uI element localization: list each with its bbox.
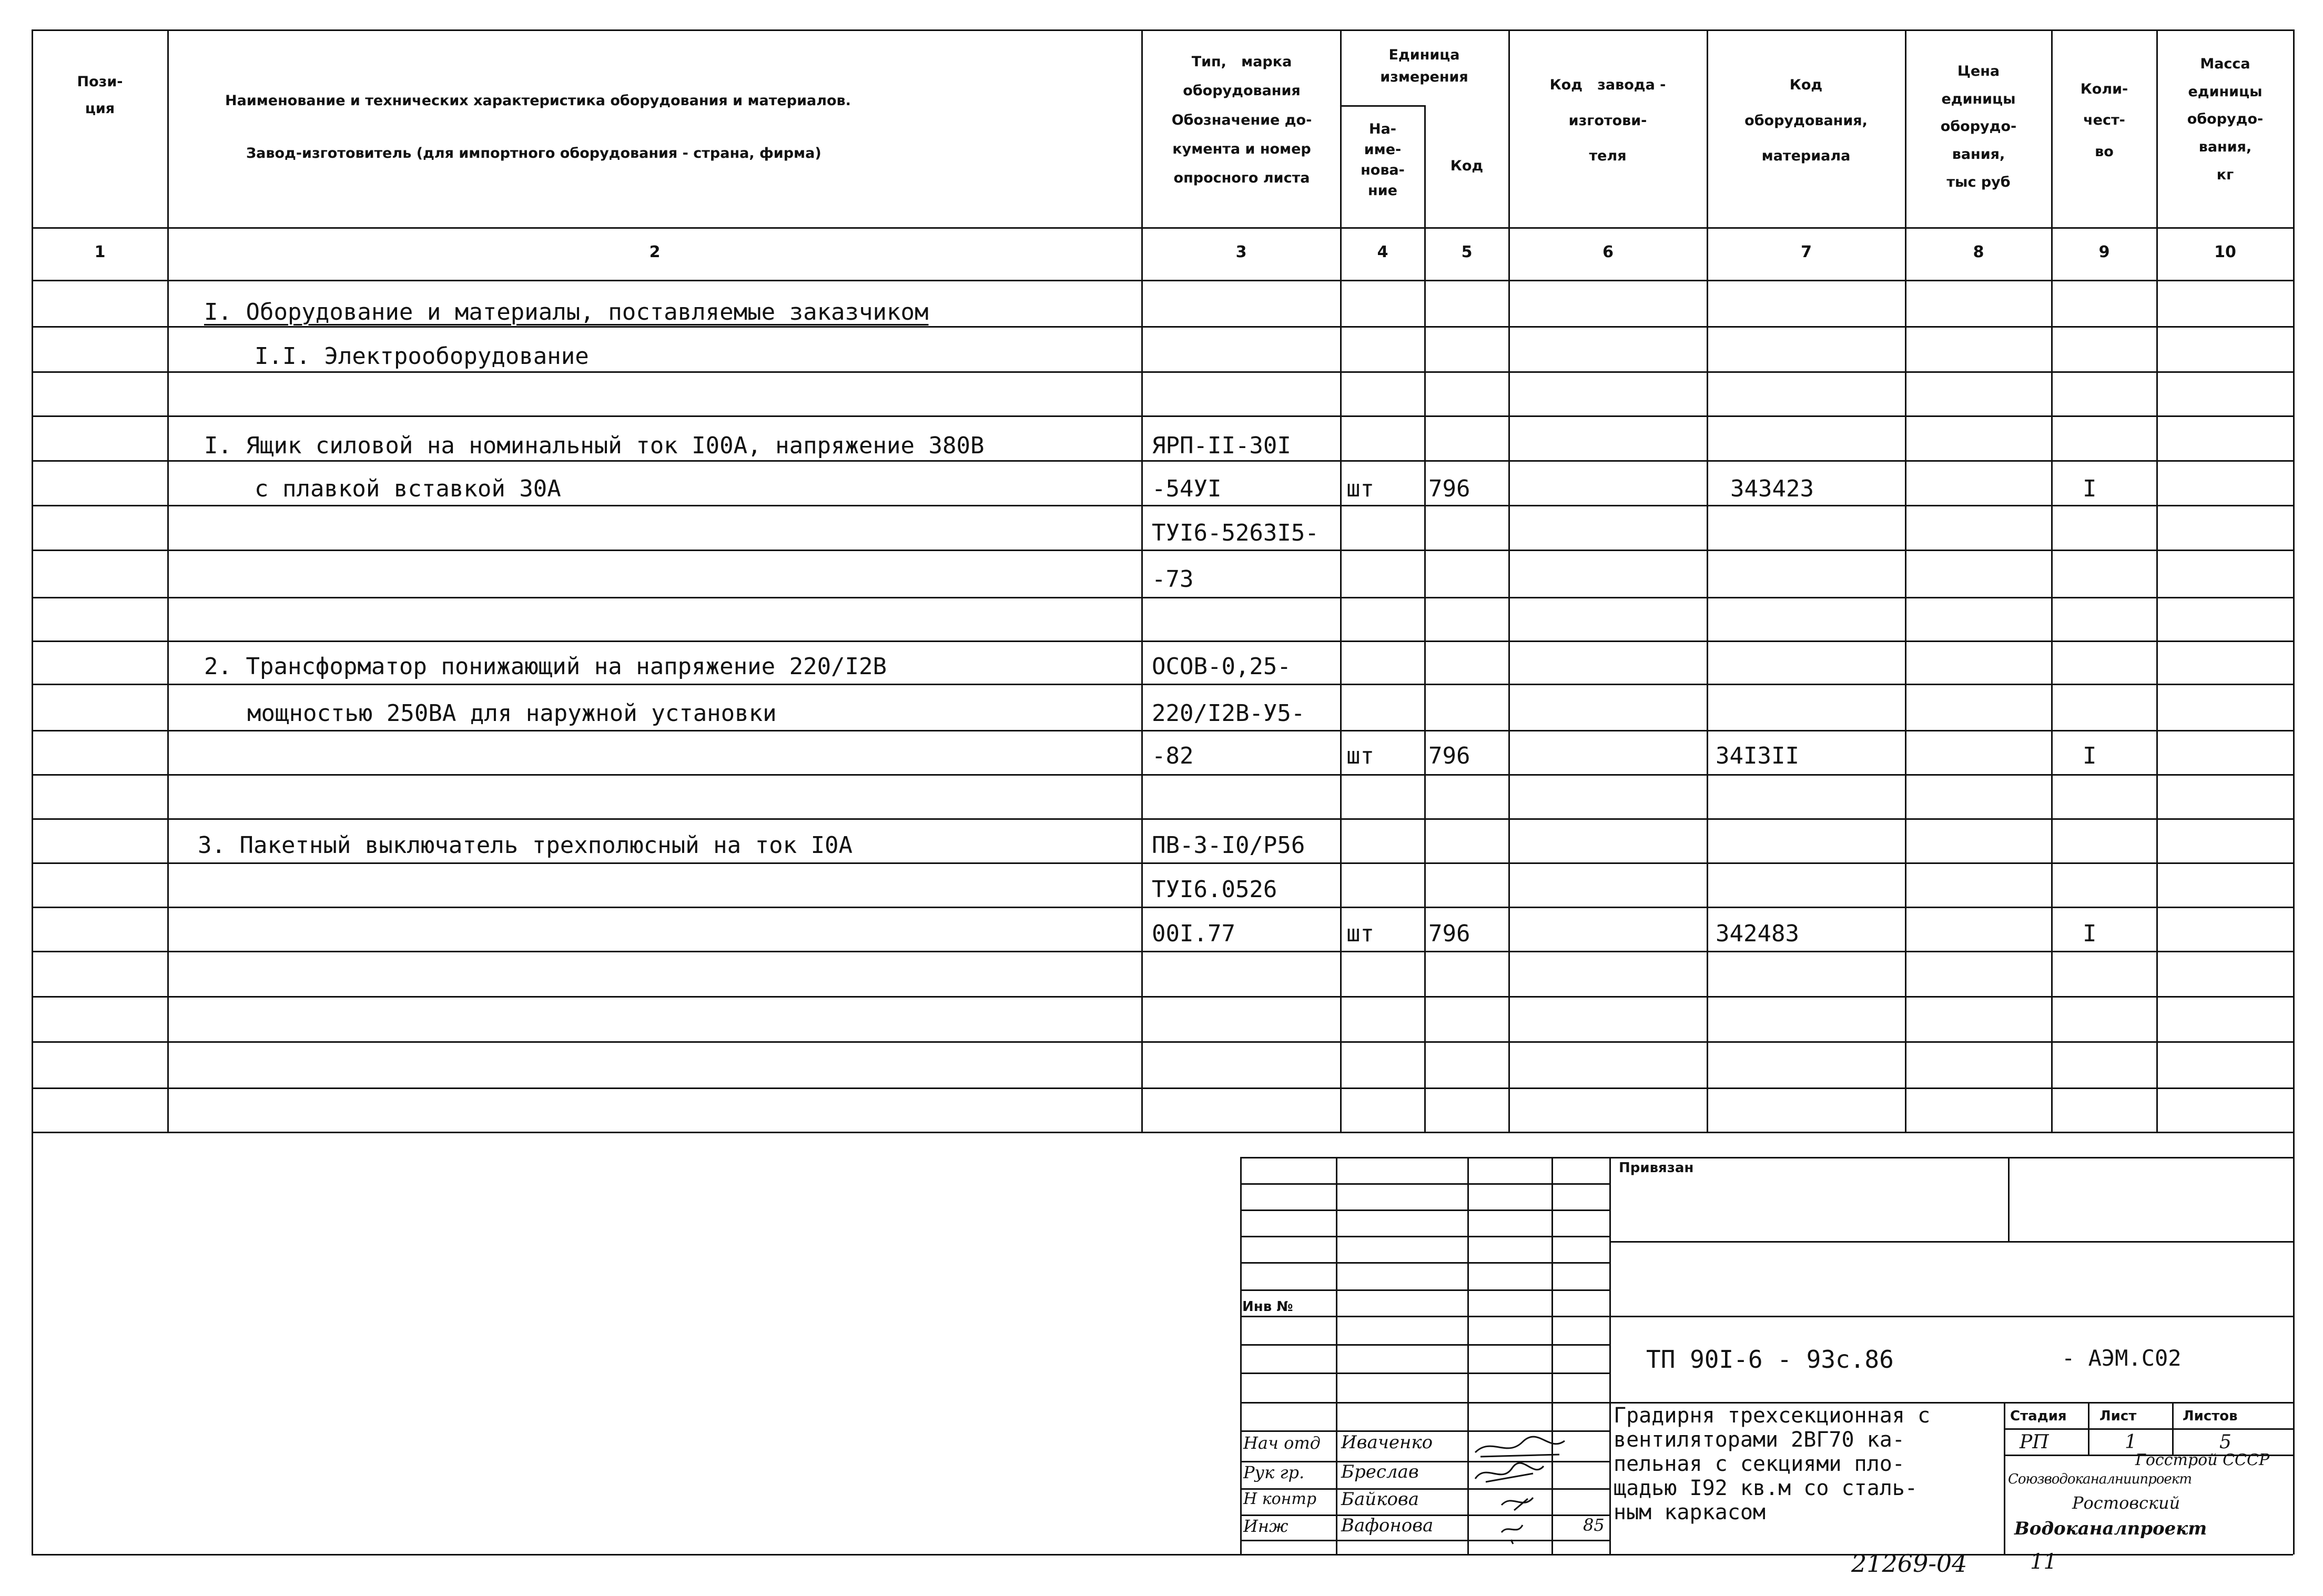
col-divider bbox=[1340, 29, 1342, 1132]
col-number: 3 bbox=[1235, 243, 1247, 261]
col-divider bbox=[1905, 29, 1906, 1132]
tb-line bbox=[2172, 1402, 2174, 1455]
inventory-number: 21269-04 bbox=[1851, 1549, 1967, 1578]
item1-name-line1: I. Ящик силовой на номинальный ток I00А, напряжение 380В bbox=[204, 432, 985, 459]
item3-type: ПВ-3-I0/Р56 bbox=[1152, 832, 1305, 859]
item3-name-line1: 3. Пакетный выключатель трехполюсный на ток I0А bbox=[198, 832, 853, 859]
sheets-value: 5 bbox=[2219, 1431, 2231, 1453]
stamp-col bbox=[1609, 1157, 1611, 1554]
item2-type: ОСОВ-0,25- bbox=[1152, 653, 1291, 680]
object-title-line: ным каркасом bbox=[1614, 1500, 1766, 1524]
stamp-row bbox=[1240, 1344, 1609, 1346]
item1-type: -73 bbox=[1152, 566, 1194, 593]
tb-line bbox=[1609, 1241, 2293, 1243]
signer-name: Байкова bbox=[1341, 1489, 1419, 1510]
row-line bbox=[32, 774, 2293, 776]
col-number: 2 bbox=[649, 243, 661, 261]
title-block-top bbox=[1240, 1157, 2293, 1158]
row-line bbox=[32, 907, 2293, 908]
item1-unit: шт bbox=[1346, 475, 1374, 502]
subsection-heading: I.I. Электрооборудование bbox=[255, 343, 589, 370]
signature-year: 85 bbox=[1583, 1515, 1605, 1535]
item3-code: 342483 bbox=[1716, 920, 1799, 947]
item2-type: -82 bbox=[1152, 743, 1194, 769]
item2-type: 220/I2В-У5- bbox=[1152, 700, 1305, 727]
object-title-line: вентиляторами 2ВГ70 ка- bbox=[1614, 1428, 1905, 1452]
signer-name: Вафонова bbox=[1341, 1515, 1434, 1536]
stamp-col bbox=[1467, 1157, 1469, 1554]
header-price: Цена единицы оборудо- вания, тыс руб bbox=[1940, 63, 2017, 190]
header-name: Наименование и технических характеристика оборудования и материалов. bbox=[225, 93, 851, 109]
frame-right-border bbox=[2293, 29, 2295, 1554]
organization-line: Водоканалпроект bbox=[2014, 1518, 2207, 1539]
col-divider bbox=[2156, 29, 2158, 1132]
stamp-row bbox=[1240, 1236, 1609, 1237]
signer-name: Иваченко bbox=[1341, 1432, 1433, 1453]
header-bottom-border bbox=[32, 227, 2293, 229]
tb-line bbox=[2088, 1402, 2089, 1455]
row-line bbox=[32, 597, 2293, 598]
row-line bbox=[32, 371, 2293, 373]
row-line bbox=[32, 862, 2293, 864]
signer-role: Рук гр. bbox=[1243, 1462, 1305, 1482]
stamp-col bbox=[1336, 1157, 1337, 1554]
sheets-label: Листов bbox=[2183, 1408, 2238, 1424]
header-quantity: Коли- чест- во bbox=[2080, 81, 2128, 160]
item3-qty: I bbox=[2083, 920, 2097, 947]
item2-code: 34I3II bbox=[1716, 743, 1799, 769]
organization-line: Ростовский bbox=[2072, 1493, 2180, 1513]
stamp-row bbox=[1240, 1209, 1609, 1211]
tb-line bbox=[1609, 1316, 2293, 1317]
header-equipment-code: Код оборудования, материала bbox=[1744, 77, 1868, 164]
signer-role: Нач отд bbox=[1243, 1433, 1321, 1453]
stamp-row bbox=[1240, 1316, 1609, 1317]
row-line bbox=[32, 460, 2293, 462]
row-line bbox=[32, 730, 2293, 731]
header-unit-name: На- име- нова- ние bbox=[1361, 121, 1405, 199]
signer-role: Н контр bbox=[1243, 1490, 1317, 1508]
sheet-value: 1 bbox=[2125, 1431, 2137, 1453]
table-bottom-border bbox=[32, 1132, 2293, 1133]
header-unit-group: Единица измерения bbox=[1380, 47, 1468, 85]
row-line bbox=[32, 1087, 2293, 1089]
row-line bbox=[32, 550, 2293, 551]
row-line bbox=[32, 1041, 2293, 1043]
sheet-label: Лист bbox=[2099, 1408, 2137, 1424]
item3-type: 00I.77 bbox=[1152, 920, 1235, 947]
item1-code: 343423 bbox=[1730, 475, 1814, 502]
row-line bbox=[32, 641, 2293, 642]
header-manufacturer: Завод-изготовитель (для импортного оборудования - страна, фирма) bbox=[246, 145, 821, 161]
row-line bbox=[32, 505, 2293, 506]
stamp-row bbox=[1240, 1262, 1609, 1264]
header-position: Пози- ция bbox=[77, 74, 123, 117]
stage-label: Стадия bbox=[2010, 1408, 2067, 1424]
item3-unit-code: 796 bbox=[1428, 920, 1470, 947]
item1-type: ТУI6-5263I5- bbox=[1152, 520, 1319, 546]
col-number: 8 bbox=[1973, 243, 1984, 261]
organization-line: Союзводоканалниипроект bbox=[2008, 1471, 2192, 1487]
item2-name-line2: мощностью 250ВА для наружной установки bbox=[247, 700, 777, 727]
header-manufacturer-code: Код завода - изготови- теля bbox=[1549, 77, 1666, 164]
organization-line: Госстрой СССР bbox=[2135, 1451, 2270, 1469]
tb-line bbox=[2004, 1428, 2293, 1430]
col-number: 5 bbox=[1461, 243, 1473, 261]
item1-name-line2: с плавкой вставкой 30А bbox=[255, 475, 561, 502]
stamp-row bbox=[1240, 1183, 1609, 1185]
header-mass: Масса единицы оборудо- вания, кг bbox=[2187, 56, 2264, 183]
row-line bbox=[32, 951, 2293, 952]
item3-type: ТУI6.0526 bbox=[1152, 876, 1277, 903]
item2-name-line1: 2. Трансформатор понижающий на напряжение 220/I2В bbox=[204, 653, 887, 680]
item1-qty: I bbox=[2083, 475, 2097, 502]
item3-unit: шт bbox=[1346, 920, 1374, 947]
item2-unit-code: 796 bbox=[1428, 743, 1470, 769]
stamp-row bbox=[1240, 1289, 1609, 1291]
col-number: 1 bbox=[94, 243, 106, 261]
object-title-line: Градирня трехсекционная с bbox=[1614, 1404, 1931, 1428]
col-number: 4 bbox=[1377, 243, 1388, 261]
col-divider bbox=[1508, 29, 1510, 1132]
object-title-line: пельная с секциями пло- bbox=[1614, 1452, 1905, 1476]
header-unit-code: Код bbox=[1450, 158, 1484, 174]
document-code-suffix: - АЭМ.С02 bbox=[2062, 1345, 2182, 1371]
item2-unit: шт bbox=[1346, 743, 1374, 769]
title-block-left bbox=[1240, 1157, 1242, 1554]
col-divider bbox=[1707, 29, 1708, 1132]
numbers-bottom-border bbox=[32, 280, 2293, 281]
signer-role: Инж bbox=[1243, 1516, 1289, 1536]
item2-qty: I bbox=[2083, 743, 2097, 769]
page-mark: 11 bbox=[2030, 1550, 2057, 1574]
col-number: 10 bbox=[2214, 243, 2236, 261]
row-line bbox=[32, 818, 2293, 820]
row-line bbox=[32, 684, 2293, 685]
col-divider bbox=[2051, 29, 2053, 1132]
inventory-label: Инв № bbox=[1242, 1299, 1293, 1315]
unit-group-divider bbox=[1340, 105, 1424, 107]
item1-type: ЯРП-II-30I bbox=[1152, 432, 1291, 459]
col-divider bbox=[1141, 29, 1143, 1132]
signatures bbox=[1470, 1431, 1607, 1552]
privyazan-divider bbox=[2008, 1157, 2010, 1241]
privyazan-label: Привязан bbox=[1619, 1160, 1694, 1176]
row-line bbox=[32, 326, 2293, 328]
section-heading: I. Оборудование и материалы, поставляемые заказчиком bbox=[204, 299, 929, 326]
tb-line bbox=[2004, 1402, 2005, 1554]
signer-name: Бреслав bbox=[1341, 1461, 1419, 1482]
stamp-row bbox=[1240, 1402, 1609, 1404]
row-line bbox=[32, 996, 2293, 998]
document-code: ТП 90I-6 - 93с.86 bbox=[1646, 1345, 1894, 1374]
table-top-border bbox=[32, 29, 2293, 31]
col-number: 7 bbox=[1801, 243, 1812, 261]
item1-type: -54УI bbox=[1152, 475, 1222, 502]
header-type: Тип, марка оборудования Обозначение до- кумента и номер опросного листа bbox=[1171, 54, 1312, 187]
col-number: 6 bbox=[1602, 243, 1614, 261]
row-line bbox=[32, 415, 2293, 417]
col-number: 9 bbox=[2098, 243, 2110, 261]
item1-unit-code: 796 bbox=[1428, 475, 1470, 502]
stamp-row bbox=[1240, 1373, 1609, 1374]
col-divider bbox=[167, 29, 169, 1132]
object-title-line: щадью I92 кв.м со сталь- bbox=[1614, 1476, 1918, 1500]
stage-value: РП bbox=[2020, 1431, 2049, 1453]
